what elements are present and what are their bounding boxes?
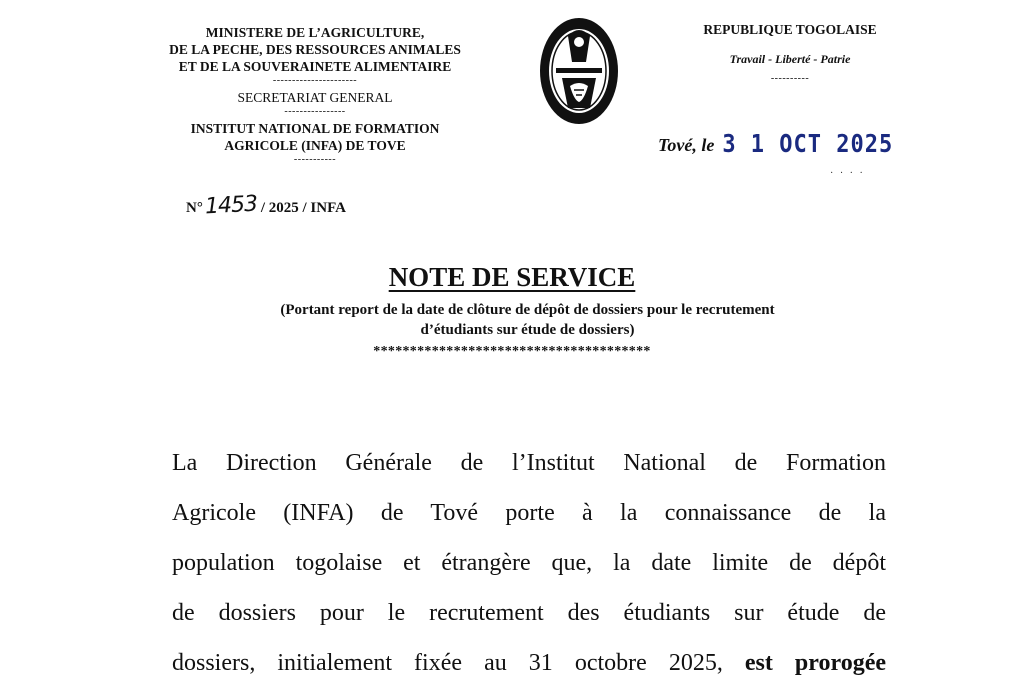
document-subtitle [150,300,905,340]
body-bold-tail: est prorogée [744,650,886,676]
star-separator: ************************************** [373,344,651,359]
separator: ---------------- [284,106,346,117]
ref-prefix: N° [186,200,203,216]
separator: ---------- [770,73,810,84]
place-label: Tové, le [658,135,715,155]
national-seal-icon [538,16,620,126]
reference-number [186,193,346,218]
subtitle-line: d’étudiants sur étude de dossiers) [420,322,635,338]
body-paragraph [172,438,886,688]
body-line: Agricole (INFA) de Tové porte à la connaissance de la [172,500,886,526]
institute-line: AGRICOLE (INFA) DE TOVE [224,138,406,153]
stamp-dots: · · · · [830,168,865,179]
ref-suffix: / 2025 / INFA [260,200,346,216]
body-line: population togolaise et étrangère que, la date limite de dépôt [172,550,886,576]
republic-header [675,22,905,84]
ref-handwritten: 1453 [204,191,258,220]
body-line: La Direction Générale de l’Institut National de Formation [172,450,886,476]
body-line-text: dossiers, initialement fixée au 31 octobre 2025, [172,650,723,676]
date-stamp: 3 1 OCT 2025 [722,130,894,159]
secretariat-general: SECRETARIAT GENERAL [237,90,393,105]
document-title: NOTE DE SERVICE [388,262,636,292]
place-and-date [658,132,893,157]
separator: ----------- [293,154,337,165]
republic-name: REPUBLIQUE TOGOLAISE [703,22,877,37]
separator: ---------------------- [272,75,358,86]
ministry-line: MINISTERE DE L’AGRICULTURE, [205,25,425,40]
ministry-line: ET DE LA SOUVERAINETE ALIMENTAIRE [178,59,452,74]
ministry-line: DE LA PECHE, DES RESSOURCES ANIMALES [169,42,461,57]
ministry-header [150,24,480,166]
institute-line: INSTITUT NATIONAL DE FORMATION [190,121,440,136]
body-line-last [172,638,886,688]
body-line: de dossiers pour le recrutement des étudiants sur étude de [172,600,886,626]
national-motto: Travail - Liberté - Patrie [729,52,851,66]
subtitle-line: (Portant report de la date de clôture de dépôt de dossiers pour le recrutement [280,302,775,318]
